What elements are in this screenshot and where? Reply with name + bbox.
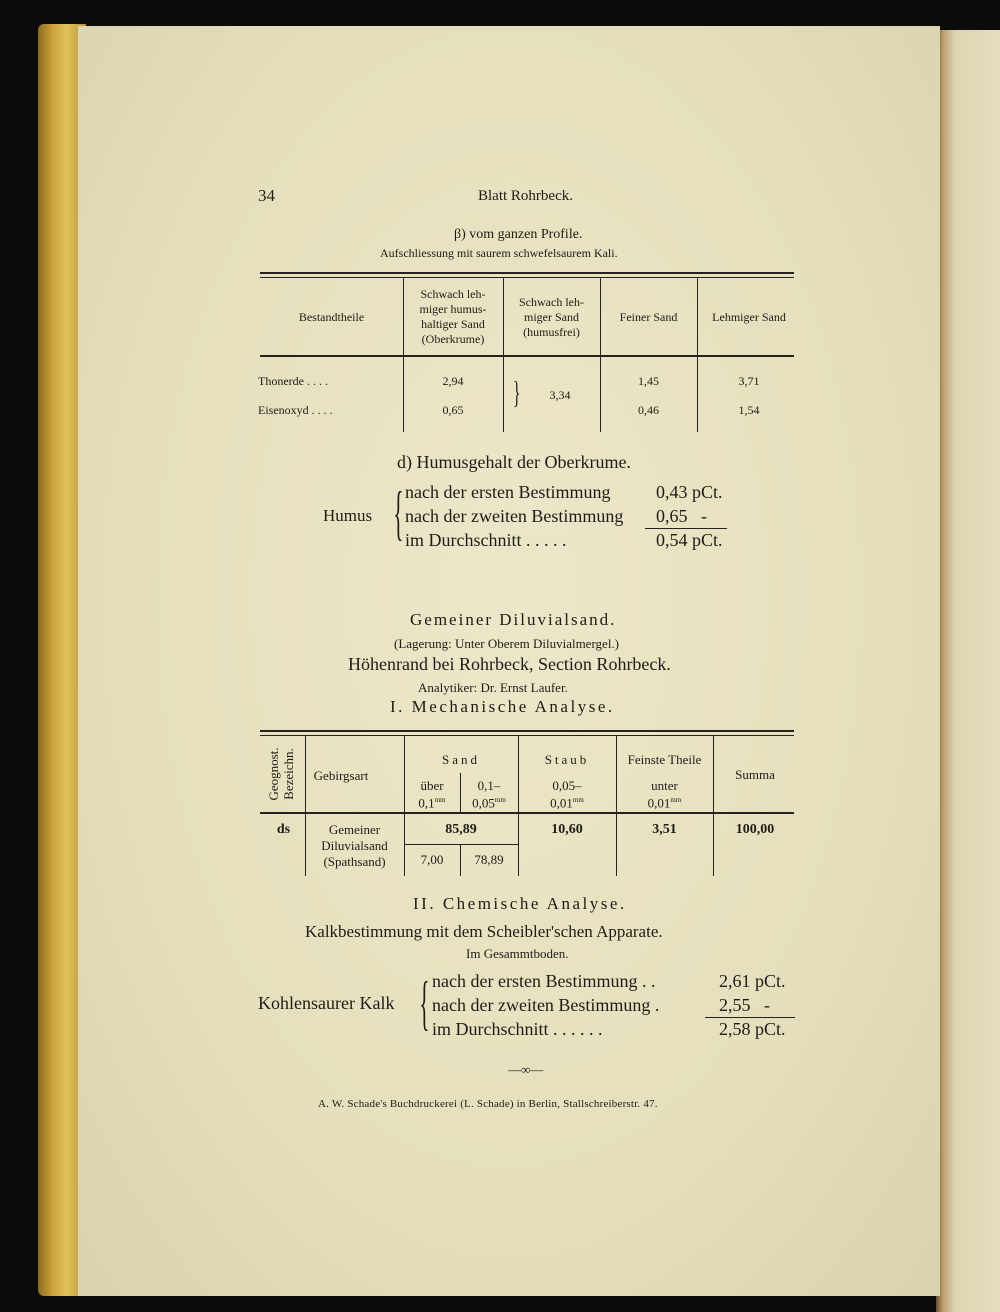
humus-value: 0,65 - [656, 506, 707, 526]
table2-header-gebirgsart: Gebirgsart [313, 768, 369, 783]
unit: mm [434, 796, 446, 804]
table1-header-lehmiger-sand: Lehmiger Sand [712, 310, 786, 324]
table1-top-rule [260, 272, 794, 274]
brace-icon: { [419, 970, 430, 1036]
unit: mm [670, 796, 682, 804]
humus-line: nach der ersten Bestimmung [405, 482, 611, 502]
humus-line: im Durchschnitt . . . . . [405, 530, 567, 550]
diluvial-title: Gemeiner Diluvialsand. [410, 610, 617, 629]
chem-title: II. Chemische Analyse. [413, 894, 627, 913]
table1-header-humusfrei: Schwach leh- miger Sand (humusfrei) [519, 295, 584, 339]
kalk-title: Kalkbestimmung mit dem Scheibler'schen Apparate. [305, 922, 663, 941]
table2-sand-1: 7,00 [420, 852, 444, 867]
table1-header-oberkrume: Schwach leh- miger humus- haltiger Sand (Oberkrume) [419, 287, 487, 346]
table2-header-sand: Sand [442, 752, 480, 767]
humus-value: 0,43 pCt. [656, 482, 723, 502]
running-title: Blatt Rohrbeck. [478, 188, 573, 204]
table2-top-rule [260, 730, 794, 732]
lagerung-note: (Lagerung: Unter Oberem Diluvialmergel.) [394, 636, 620, 651]
kalk-line: nach der zweiten Bestimmung . [432, 995, 660, 1015]
table1-row-label: Eisenoxyd . . . . [258, 403, 333, 417]
page-number: 34 [258, 186, 275, 205]
table2-summa: 100,00 [735, 822, 775, 837]
ornament: —∞— [508, 1062, 544, 1077]
humus-label: Humus [323, 506, 373, 525]
kalk-line: nach der ersten Bestimmung . . [432, 971, 656, 991]
table2-sand-2: 78,89 [474, 852, 504, 867]
humus-line: nach der zweiten Bestimmung [405, 506, 624, 526]
label: 0,05– 0,01 [550, 778, 582, 811]
section-title: β) vom ganzen Profile. [454, 227, 583, 242]
sum-rule [645, 528, 727, 529]
unit: mm [494, 796, 506, 804]
brace-icon: { [393, 480, 404, 546]
table2-sand-rule [404, 844, 518, 845]
table1-header-bestandtheile: Bestandtheile [298, 310, 365, 324]
mech-title: I. Mechanische Analyse. [390, 697, 615, 716]
table1-row-label: Thonerde . . . . [258, 374, 328, 388]
table2-divider [713, 736, 714, 876]
printer-imprint: A. W. Schade's Buchdruckerei (L. Schade) in Berlin, Stallschreiberstr. 47. [318, 1098, 658, 1110]
kalk-label: Kohlensaurer Kalk [258, 993, 395, 1013]
location-title: Höhenrand bei Rohrbeck, Section Rohrbeck. [348, 654, 671, 674]
table1-cell: 0,65 [442, 403, 464, 417]
unit: mm [572, 796, 584, 804]
table2-header-feinste: Feinste Theile [627, 752, 702, 767]
table1-merged-cell: 3,34 [549, 388, 571, 402]
section-subtitle: Aufschliessung mit saurem schwefelsaurem Kali. [380, 246, 618, 260]
kalk-line: im Durchschnitt . . . . . . [432, 1019, 603, 1039]
facing-page-edge [936, 30, 1000, 1312]
humus-title: d) Humusgehalt der Oberkrume. [397, 452, 631, 472]
kalk-value: 2,61 pCt. [719, 971, 786, 991]
table2-feinste: 3,51 [652, 822, 677, 837]
table2-code: ds [276, 822, 291, 837]
table2-header-staub: Staub [544, 752, 590, 767]
table1-cell: 3,71 [738, 374, 760, 388]
humus-value: 0,54 pCt. [656, 530, 723, 550]
table1-header-feiner-sand: Feiner Sand [619, 310, 678, 324]
table2-header-sand-sub2 [460, 778, 518, 810]
table1-cell: 1,45 [638, 374, 659, 388]
table1-cell: 2,94 [442, 374, 464, 388]
table1-cell: 1,54 [738, 403, 760, 417]
gesammt-note: Im Gesammtboden. [466, 946, 569, 961]
table2-sand-total: 85,89 [445, 822, 477, 837]
label: unter 0,01 [647, 778, 678, 811]
kalk-value: 2,55 - [719, 995, 770, 1015]
brace-icon: } [512, 374, 521, 410]
table1-header-rule [260, 355, 794, 357]
table1-top-rule-2 [260, 277, 794, 278]
analyst: Analytiker: Dr. Ernst Laufer. [418, 680, 568, 695]
table2-gebirgsart: Gemeiner Diluvialsand (Spathsand) [321, 822, 388, 869]
table2-header-summa: Summa [735, 767, 775, 782]
label: 0,1– 0,05 [472, 778, 501, 811]
sum-rule [705, 1017, 795, 1018]
table2-header-sand-sub1 [404, 778, 460, 810]
kalk-value: 2,58 pCt. [719, 1019, 786, 1039]
table1-cell: 0,46 [638, 403, 659, 417]
table2-staub: 10,60 [551, 822, 583, 837]
table2-header-feinste-sub [616, 778, 713, 810]
table2-header-geognost: Geognost. Bezeichn. [266, 747, 296, 801]
table2-header-staub-sub [518, 778, 616, 810]
label: über 0,1 [418, 778, 444, 811]
